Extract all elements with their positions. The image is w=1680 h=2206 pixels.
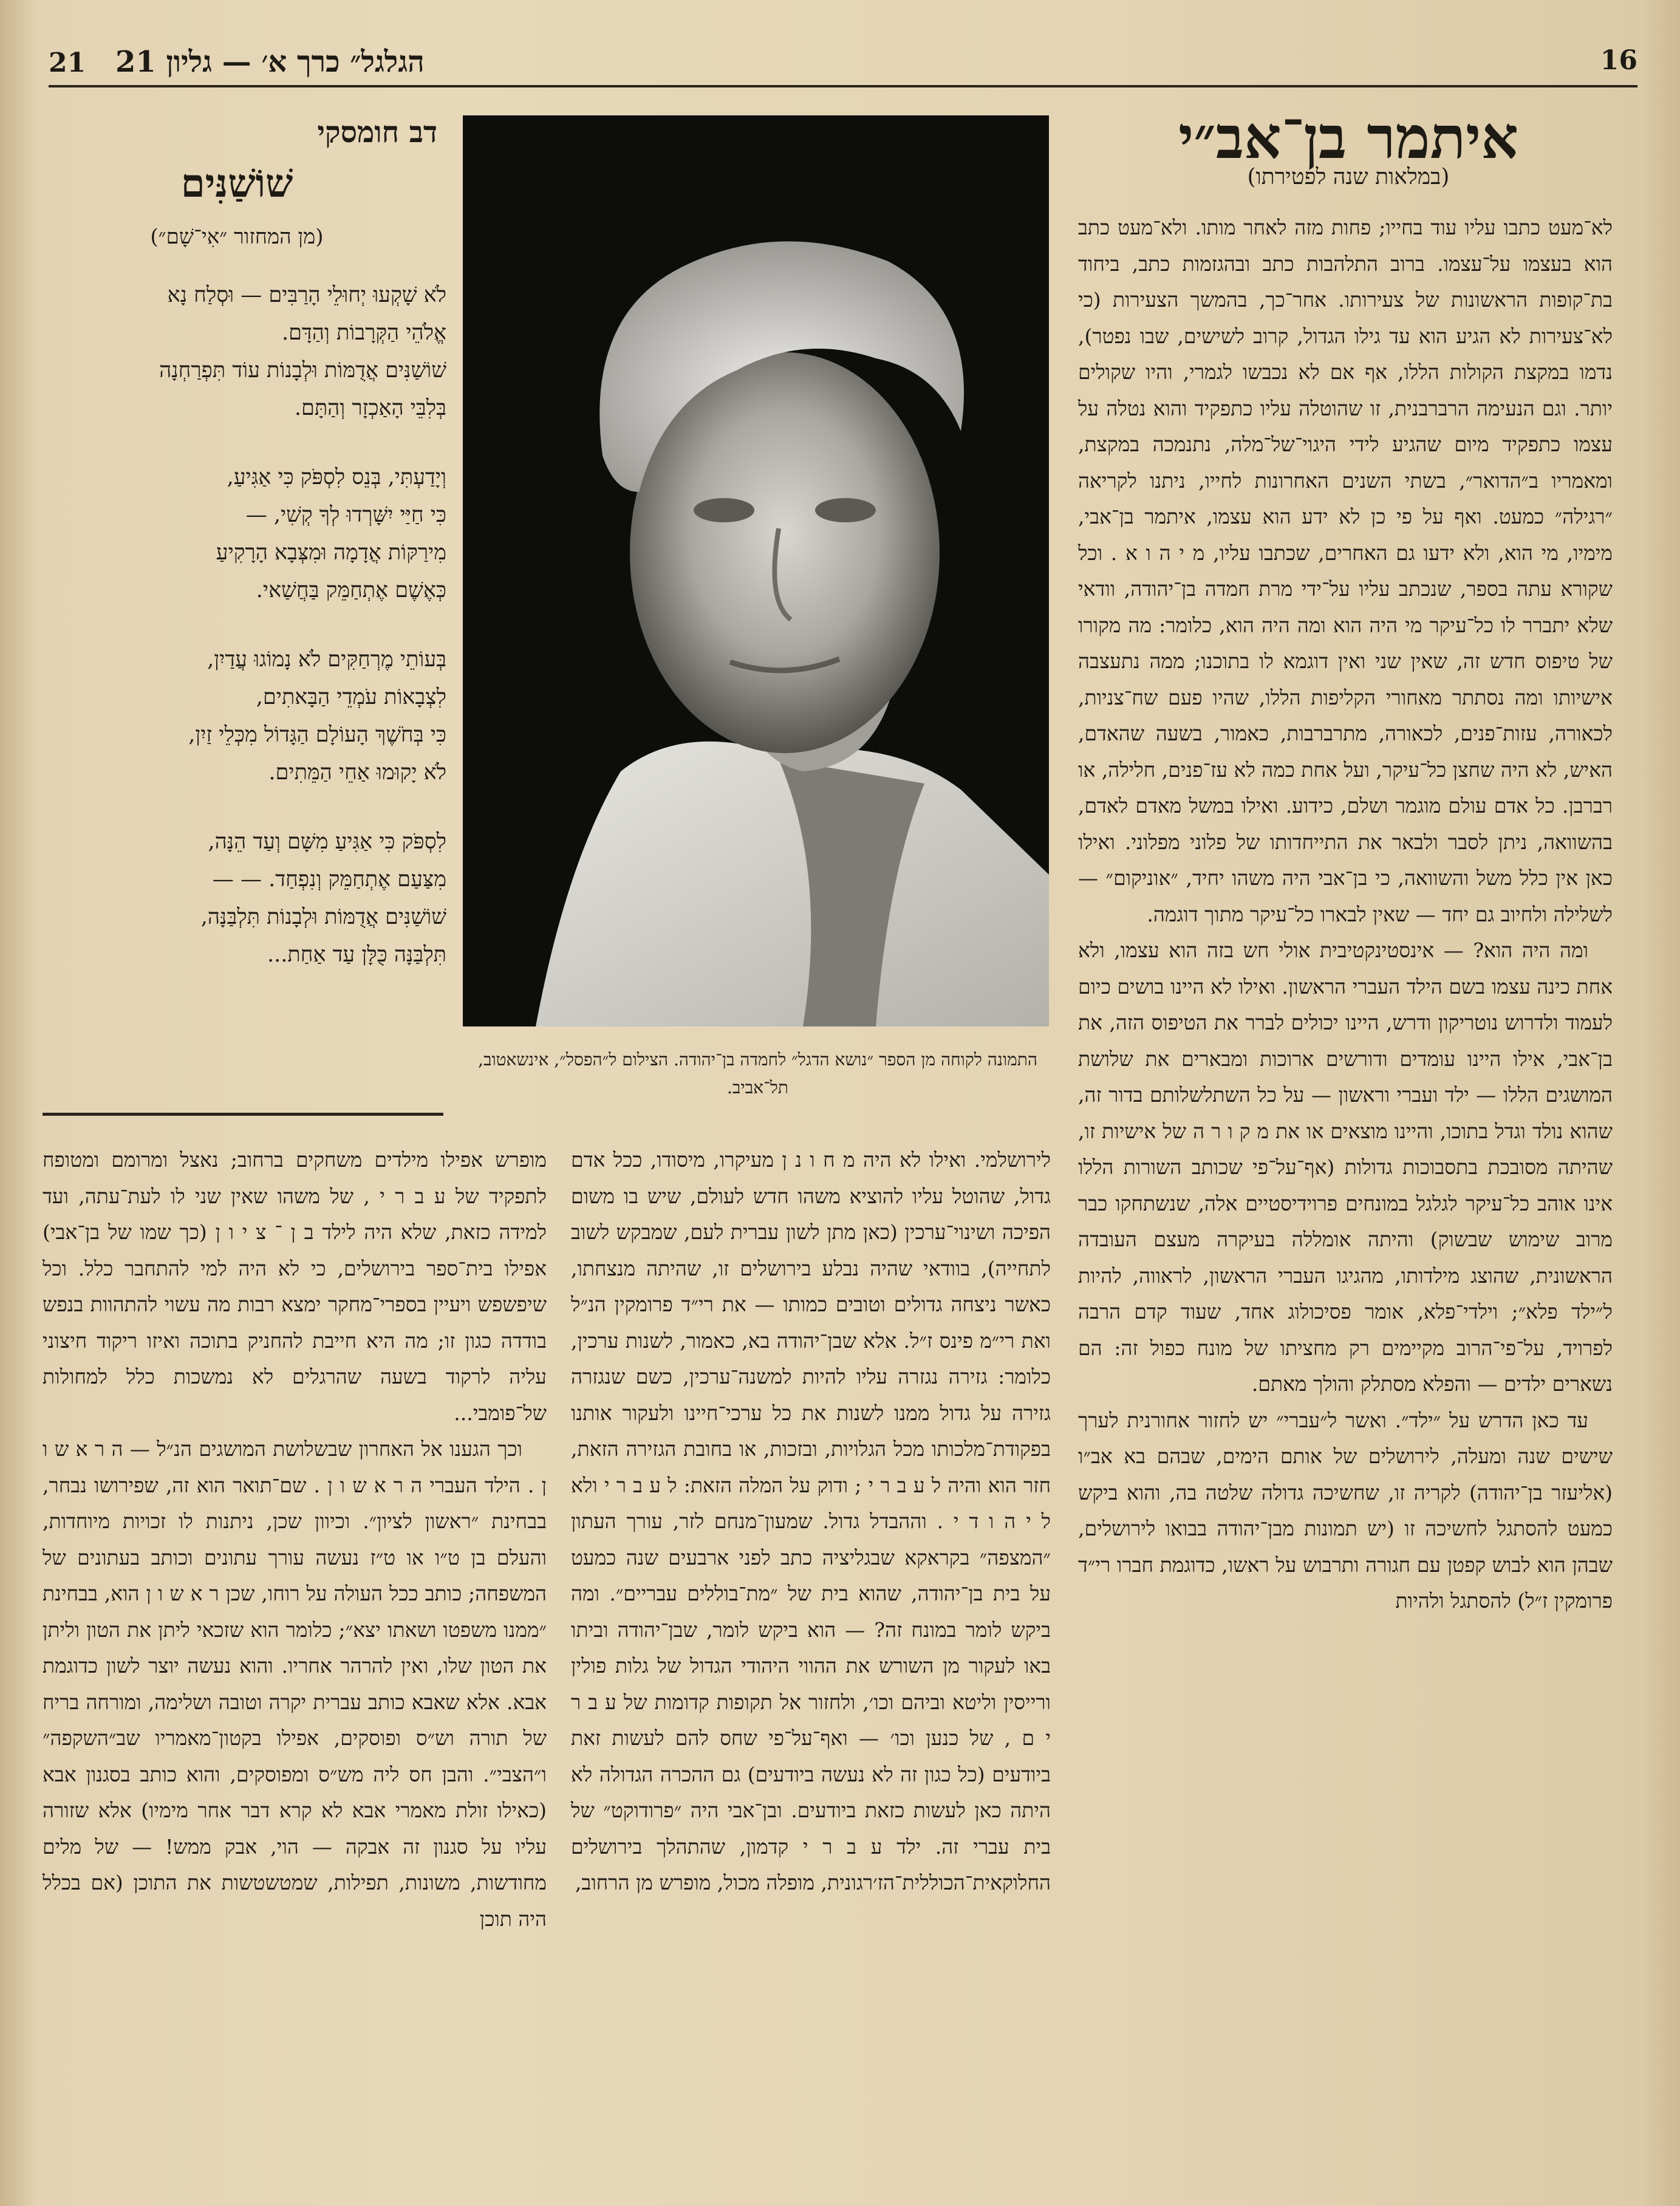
poem-line: מִירַקּוֹת אֲדָמָה וּמִצְּבָא הָרָקִיעַ [216,541,446,565]
article-paragraph: לירושלמי. ואילו לא היה מ ח ו נ ן מעיקרו, מיסודו, ככל אדם גדול, שהוטל עליו להוציא משהו חדש לעולם, שיש בו משום הפיכה ושינוי־ערכין (כאן מתן לשון עברית לעם, שמבקש לשוב לתחייה), בוודאי שהיה נבלע בירושלים זו, שהיתה מנצחתו, כאשר ניצחה גדולים וטובים כמותו — את רי״ד פרומקין הנ״ל ואת רי״מ פינס ז״ל. אלא שבן־יהודה בא, כאמור, לשנות ערכין, כלומר: גזירה נגזרה עליו להיות למשנה־ערכין, כשם שנגזרה גזירה על גדול ממנו לשנות את כל ערכי־חיינו ולעקור אותנו בפקודת־מלכותו מכל הגלויות, ובזכות, או בחובת הגזירה הזאת, חזר הוא והיה ל ע ב ר י ; ודוק על המלה הזאת: ל ע ב ר י ולא ל י ה ו ד י . וההבדל גדול. שמעון־מנחם לזר, עורך העתון ״המצפה״ בקראקא שבגליציה כתב לפני ארבעים שנה כמעט על בית בן־יהודה, שהוא בית של ״מת־בוללים עבריים״. ומה ביקש לומר במונח זה? — הוא ביקש לומר, שבן־יהודה וביתו באו לעקור מן השורש את ההווי היהודי הגדול של גלות פולין ורייסין וליטא וביהם וכו׳, ולחזור אל תקופות קדומות של ע ב ר י ם , של כנען וכו׳ — ואף־על־פי שחס להם לעשות זאת ביודעים (כל כגון זה לא נעשה ביודעים) גם ההכרה הגדולה לא היתה כאן לעשות כזאת ביודעים. ובן־אבי היה ״פרודוקט״ של בית עברי זה. ילד ע ב ר י קדמון, שהתהלך בירושלים החלוקאית־הכוללית־הז׳רגונית, מופלה מכול, מופרש מן הרחוב, [571,1148,1051,1894]
poem-line: כְּאֶשֶׁם אֶתְחַמֵּק בַּחֲשַׁאי. [256,578,446,603]
poem-line: בְּלִבֵּי הָאַכְזָר וְהַתָּם. [294,396,446,420]
poem-line: כִּי בְּחֹשֶׁךְ הָעוֹלָם הַגָּדוֹל מִכְּלֵי זַיִן, [188,723,446,747]
poem-author: דב חומסקי [317,115,437,149]
poem-line: תִּלְבַּנָּה כֻּלָּן עַד אַחַת... [267,943,446,967]
poem-body [46,276,446,1005]
poem-title: שׁוֹשַׁנִּים [180,161,293,207]
page-number: 16 [1600,45,1637,76]
poem-stanza [46,276,446,427]
poem-line: אֱלֹהֵי הַקְּרָבוֹת וְהַדָּם. [281,321,446,345]
portrait-photo [463,115,1049,1026]
issue-title: הגלגל״ כרך א׳ — גליון 21 [115,45,425,79]
article-subtitle: (במלאות שנה לפטירתו) [1247,165,1450,190]
poem-stanza [46,641,446,791]
poem-line: לִצְבָאוֹת עֹמְדֵי הַבָּאתִים, [256,685,446,709]
poem-line: שׁוֹשַׁנִּים אֲדֻמּוֹת וּלְבָנוֹת עוֹד תִּפְרַחְנָה [159,358,446,383]
article-paragraph: עד כאן הדרש על ״ילד״. ואשר ל״עברי״ יש לחזור אחורנית לערך שישים שנה ומעלה, לירושלים של אותם הימים, שבהם בא אב״ו (אליעזר בן־יהודה) לקריה זו, שחשיכה גדולה שלטה בה, והוא ביקש כמעט להסתגל לחשיכה זו (יש תמונות מבן־יהודה בבואו לירושלים, שבהן הוא לבוש קפטן עם חגורה ותרבוש על ראשו, כדוגמת חברו רי״ד פרומקין ז״ל) להסתגל ולהיות [1078,1408,1613,1613]
article-column-middle [571,1142,1051,1901]
article-paragraph: לא־מעט כתבו עליו עוד בחייו; פחות מזה לאחר מותו. ולא־מעט כתב הוא בעצמו על־עצמו. ברוב התלהבות כתב ובהגזמות כתב, ביחוד בת־קופות הראשונות של צעירותו. אחר־כך, בהמשך הצעירות (כי לא־צעירות לא הגיע הוא עד גילו הגדול, קרוב לשישים, שבו נפטר), נדמו במקצת הקולות הללו, אף אם לא נכבשו לגמרי, והיו שקולים יותר. וגם הנעימה הרברבנית, זו שהוטלה עליו כתפקיד והוא נטלה על עצמו כתפקיד מיום שהגיע לידי היגוי־של־מלה, נתנמכה במקצת, ומאמריו ב״הדואר״, בשתי השנים האחרונות לחייו, ניתנו לקריאה ״רגילה״ כמעט. ואף על פי כן לא ידע הוא עצמו, איתמר בן־אבי, מימיו, מי הוא, ולא ידעו גם האחרים, שכתבו עליו, מ י ה ו א . וכל שקורא עתה בספר, שנכתב עליו על־ידי מרת חמדה בן־יהודה, וודאי שלא יתברר לו כל־עיקר מי היה הוא ומה היה הוא, כלומר: מה מקורו של טיפוס חדש זה, שאין שני ואין דוגמא לו בתוכנו; ממה נתעצבה אישיותו ומה נסתתר מאחורי הקליפות הללו, שהיו פעם שח־צניות, לכאורה, עזות־פנים, לכאורה, מתרברבות, כאמור, בשעה שהאדם, האיש, לא היה שחצן כל־עיקר, ועל אחת כמה לא עז־פנים, חלילה, או רברבן. כל אדם עולם מוגמר ושלם, כידוע. ואילו במשל מאדם לאדם, בהשוואה, ניתן לסבר ולבאר את התייחדותו של פלוני מפלוני. ואילו כאן אין כלל משל והשוואה, כי בן־אבי היה משהו יחיד, ״אוניקום״ — לשלילה ולחיוב גם יחד — שאין לבארו כל־עיקר מתוך דוגמה. [1078,216,1613,926]
article-column-left [43,1142,547,1937]
poem-line: לֹא שָׁקְעוּ יְחוּלֵי הָרַבִּים — וּסְלַח נָא [167,283,446,307]
photo-caption: התמונה לקוחה מן הספר ״נושא הדגל״ לחמדה בן־יהודה. הצילום ל״הפסל״, אינשאטוב, תל־אביב. [478,1050,1037,1098]
section-divider [43,1113,443,1116]
poem-line: כִּי חַיַּי יִשָּׁרְדוּ לְךָ קְשִׁי, — [245,503,446,527]
article-title: איתמר בן־אב״י [1178,103,1518,172]
poem-stanza [46,823,446,974]
poem-line: לִסְפֹּק כִּי אַגִּיעַ מִשָּׁם וְעַד הֵנָּה, [208,830,446,854]
article-paragraph: וכך הגענו אל האחרון שבשלושת המושגים הנ״ל — ה ר א ש ו ן . הילד העברי ה ר א ש ו ן . שם־תואר הוא זה, שפירושו נבחר, בבחינת ״ראשון לציון״. וכיוון שכן, ניתנות לו זכויות מיוחדות, והעלם בן ט״ו או ט״ז נעשה עורך עתונים וכותב בעתונים של המשפחה; כותב ככל העולה על רוחו, שכן ר א ש ו ן הוא, בבחינת ״ממנו משפטו ושאתו יצא״; כלומר הוא שזכאי ליתן את הטון וליתן את הטון שלו, ואין להרהר אחריו. והוא נעשה יוצר לשון כדוגמת אבא. אלא שאבא כותב עברית יקרה וטובה ושלימה, ומורחה בריח של תורה וש״ס ופוסקים, אפילו בקטון־מאמריו שב״השקפה״ ו״הצבי״. והבן חס ליה מש״ס ומפוסקים, והוא כותב בסגנון אבא (כאילו זולת מאמרי אבא לא קרא דבר אחר מימיו) אלא שזורה עליו על סגנון זה אבקה — הוי, אבק ממש! — של מלים מחודשות, משונות, תפילות, שמטשטשות את התוכן (אם בכלל היה תוכן [43,1437,547,1931]
poem-line: לֹא יָקוּמוּ אַחֵי הַמֵּתִים. [268,760,446,785]
issue-number: 21 [49,47,86,78]
article-column-right [1078,210,1613,1619]
poem-line: בְּעוֹתֵי מֶרְחַקִּים לֹא נָמוֹגוּ עֲדַיִן, [207,647,446,672]
page-header [49,36,1637,87]
poem-line: וְיָדַעְתִּי, בְּנֵס לִסְפֹּק כִּי אַגִּיעַ, [227,465,446,490]
poem-line: שׁוֹשַׁנִּים אֲדֻמּוֹת וּלְבָנוֹת תִּלְבַּנָּה, [200,905,446,929]
poem-stanza [46,459,446,609]
article-paragraph: מופרש אפילו מילדים משחקים ברחוב; נאצל ומרומם ומטופח לתפקיד של ע ב ר י , של משהו שאין שני לו לעת־עתה, ועד למידה כזאת, שלא היה לילד ב ן ־ צ י ו ן (כך שמו של בן־אבי) אפילו בית־ספר בירושלים, כי לא היה למי להתחבר כלל. וכל שיפשפש ויעיין בספרי־מחקר ימצא רבות מה עשוי להתהוות בנפש בודדה כגון זו; מה היא חייבת להחניק בתוכה ואיזו ריקוד חיצוני עליה לרקוד בשעה שהרגלים לא נמשכות כלל למחולות של־פומבי... [43,1148,547,1425]
article-paragraph: ומה היה הוא? — אינסטינקטיבית אולי חש בזה הוא עצמו, ולא אחת כינה עצמו בשם הילד העברי הראשון. ואילו לא היינו בושים כיום לעמוד ולדרוש נוטריקון ודרש, היינו יכולים לברר את הטיפוס הזה, את בן־אבי, אילו היינו עומדים ודורשים ארוכות ומבארים את שלושת המושגים הללו — ילד ועברי וראשון — על כל השתלשלותם בדור זה, שהוא נולד וגדל בתוכו, והיינו מוצאים או את מ ק ו ר ה של אישיות זו, שהיתה מסובכת בתסבוכות גדולות (אף־על־פי שכותב השורות הללו אינו אוהב כל־עיקר לגלגל במונחים פרוידיסטיים אלה, שנשתחקו כבר מרוב שימוש שבשוק) והיתה אומללה בעיקרה מעצם העובדה הראשונית, שהוצג מילדותו, מהגיגו העברי הראשון, לראווה, להיות ל״ילד פלא״; וילדי־פלא, אומר פסיכולוג אחד, שעוד קדם הרבה לפרויד, על־פי־הרוב מקיימים רק מחציתו של מונח כפול זה: הם נשארים ילדים — והפלא מסתלק והולך מאתם. [1078,938,1613,1396]
poem-line: מִצַּעַם אֶתְחַמֵּק וְנִפְחַד. — — [212,867,446,892]
portrait-illustration [463,115,1049,1026]
poem-subtitle: (מן המחזור ״אִי־שָׁם״) [150,225,324,249]
